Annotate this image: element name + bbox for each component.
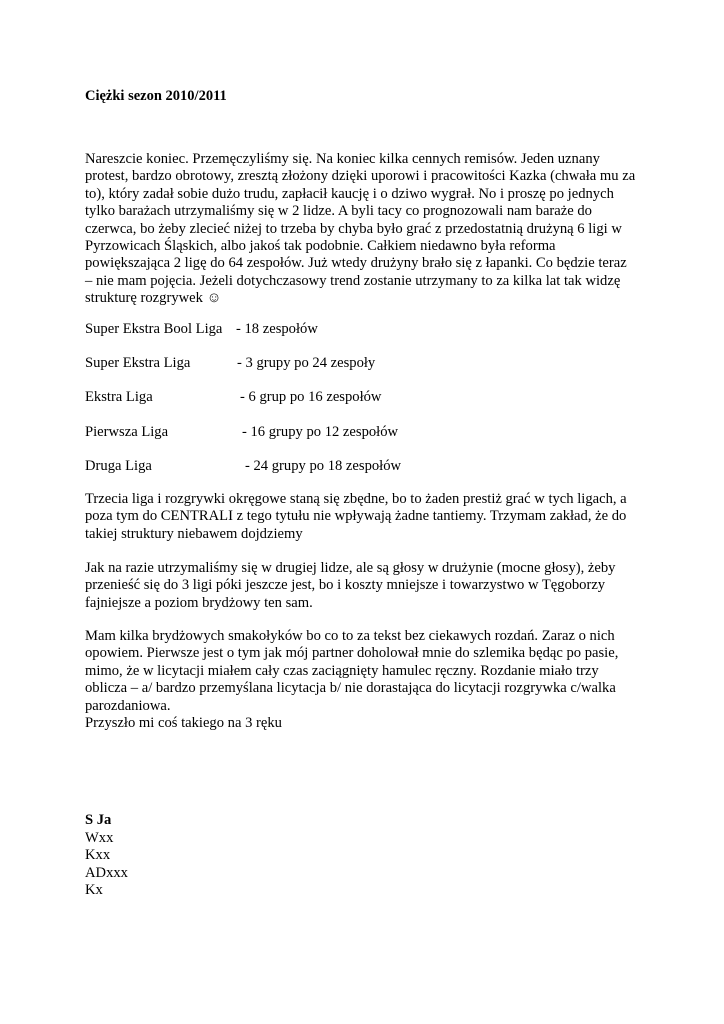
- hand-suit: Kxx: [85, 847, 111, 863]
- text-line: poza tym do CENTRALI z tego tytułu nie wpływają żadne tantiemy. Trzymam zakład, że do: [85, 508, 627, 525]
- document-title: Ciężki sezon 2010/2011: [85, 88, 227, 104]
- text-line: strukturę rozgrywek ☺: [85, 290, 222, 307]
- paragraph: [85, 560, 645, 612]
- text-line: parozdaniowa.: [85, 697, 171, 714]
- league-description: - 16 grupy po 12 zespołów: [242, 424, 399, 440]
- bridge-hand: [85, 812, 128, 900]
- text-line: mimo, że w licytacji miałem cały czas zaciągnięty hamulec ręczny. Rozdanie miało trzy: [85, 662, 599, 679]
- league-name: Ekstra Liga: [85, 389, 153, 405]
- text-line: Trzecia liga i rozgrywki okręgowe staną się zbędne, bo to żaden prestiż grać w tych ligach, a: [85, 491, 627, 507]
- text-line: Przyszło mi coś takiego na 3 ręku: [85, 715, 282, 732]
- text-line: to), który zadał sobie dużo trudu, zapłacił kaucję i o dziwo wygrał. No i proszę po jednych: [85, 185, 614, 202]
- hand-suit: Wxx: [85, 829, 114, 846]
- text-line: Pyrzowicach Śląskich, albo jakoś tak podobnie. Całkiem niedawno była reforma: [85, 238, 556, 255]
- hand-suit: ADxxx: [85, 864, 128, 881]
- text-line: fajniejsze a poziom brydżowy ten sam.: [85, 594, 313, 611]
- league-name: Druga Liga: [85, 458, 152, 474]
- text-line: takiej struktury niebawem dojdziemy: [85, 525, 303, 542]
- text-line: Mam kilka brydżowych smakołyków bo co to za tekst bez ciekawych rozdań. Zaraz o nich: [85, 628, 615, 644]
- league-description: - 24 grupy po 18 zespołów: [245, 458, 402, 474]
- league-name: Super Ekstra Liga: [85, 355, 191, 371]
- text-line: przenieść się do 3 ligi póki jeszcze jest, bo i koszty mniejsze i towarzystwo w Tęgoborzy: [85, 577, 606, 594]
- league-row: [85, 321, 318, 338]
- league-row: [85, 458, 402, 475]
- league-name: Super Ekstra Bool Liga: [85, 321, 223, 337]
- intro-paragraph: [85, 151, 645, 308]
- paragraph: [85, 628, 645, 732]
- league-description: - 18 zespołów: [236, 321, 318, 337]
- hand-header: S Ja: [85, 812, 112, 828]
- text-line: oblicza – a/ bardzo przemyślana licytacja b/ nie dorastająca do licytacji rozgrywka c/walka: [85, 680, 616, 697]
- text-line: – nie mam pojęcia. Jeżeli dotychczasowy trend zostanie utrzymany to za kilka lat tak widzę: [85, 272, 621, 289]
- league-row: [85, 424, 399, 441]
- text-line: czerwca, bo żeby zlecieć niżej to trzeba by chyba było grać z przedostatnią drużyną 6 ligi w: [85, 220, 622, 237]
- league-name: Pierwsza Liga: [85, 424, 169, 440]
- text-line: powiększająca 2 ligę do 64 zespołów. Już wtedy drużyny brało się z łapanki. Co będzie teraz: [85, 255, 627, 272]
- paragraph: [85, 491, 645, 543]
- league-description: - 3 grupy po 24 zespoły: [237, 355, 376, 371]
- league-row: [85, 389, 382, 406]
- league-description: - 6 grup po 16 zespołów: [240, 389, 382, 405]
- text-line: Nareszcie koniec. Przemęczyliśmy się. Na koniec kilka cennych remisów. Jeden uznany: [85, 151, 600, 167]
- text-line: opowiem. Pierwsze jest o tym jak mój partner doholował mnie do szlemika będąc po pasie,: [85, 645, 619, 662]
- text-line: tylko barażach utrzymaliśmy się w 2 lidze. A byli tacy co prognozowali nam baraże do: [85, 203, 592, 220]
- text-line: protest, bardzo obrotowy, zresztą złożony dzięki uporowi i pracowitości Kazka (chwała mu za: [85, 168, 636, 185]
- hand-suit: Kx: [85, 882, 103, 898]
- text-line: Jak na razie utrzymaliśmy się w drugiej lidze, ale są głosy w drużynie (mocne głosy), żeby: [85, 560, 616, 576]
- league-row: [85, 355, 376, 372]
